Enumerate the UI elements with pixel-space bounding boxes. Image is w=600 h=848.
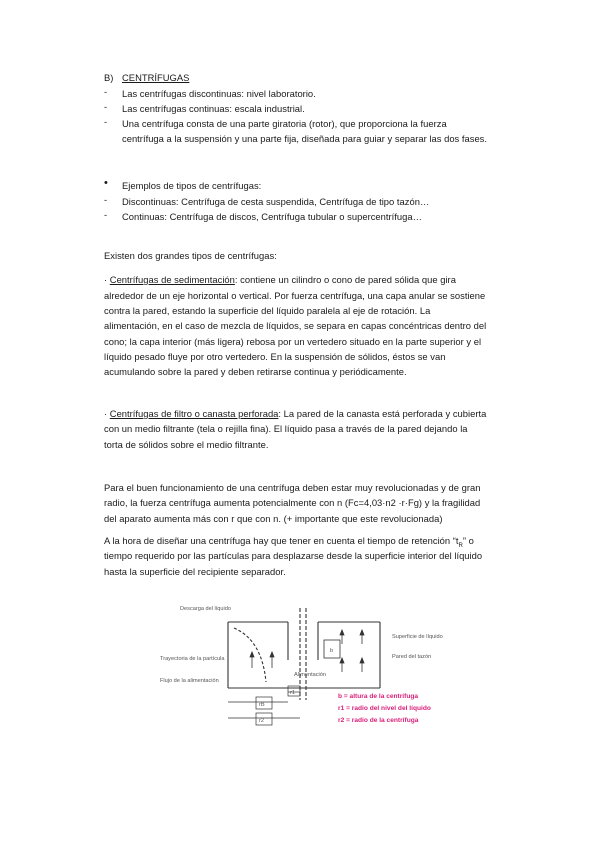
flow-arrow-head (340, 658, 344, 663)
sedimentation-line: alimentación, en el caso de mezcla de líquidos, se separa en capas concéntricas dentro del (104, 320, 487, 331)
retention-line: tiempo requerido por las partículas para desplazarse desde la superficie interior del líquido (104, 550, 483, 561)
filter-line: con un medio filtrante (tela o rejilla fina). El líquido pasa a través de la pared dejando la (104, 423, 468, 434)
flow-arrow-head (270, 652, 274, 657)
example-continuous: Continuas: Centrífuga de discos, Centrífuga tubular o supercentrífuga… (122, 211, 423, 222)
particle-trajectory (234, 628, 266, 682)
dash-marker: - (104, 194, 108, 205)
performance-line: radio, la fuerza centrífuga aumenta potencialmente con n (Fc=4,03·n2 ·r·Fg) y la fragilidad (104, 497, 481, 508)
flow-arrow-head (360, 630, 364, 635)
intro-text: Existen dos grandes tipos de centrífugas: (104, 250, 277, 261)
filter-line-1 (104, 406, 486, 422)
flow-arrow-head (360, 658, 364, 663)
filter-heading: Centrífugas de filtro o canasta perforada (109, 408, 279, 419)
retention-text-b: ” o (462, 535, 474, 546)
bullet-discontinuous: Las centrífugas discontinuas: nivel laboratorio. (122, 88, 316, 99)
label-feed-flow: Flujo de la alimentación (160, 678, 219, 684)
legend-r2: r2 = radio de la centrífuga (338, 717, 419, 724)
flow-arrow-head (250, 652, 254, 657)
label-r2: r2 (259, 718, 264, 724)
retention-text-a: A la hora de diseñar una centrífuga hay que tener en cuenta el tiempo de retención “t (104, 535, 459, 546)
sedimentation-heading: Centrífugas de sedimentación (109, 274, 235, 285)
label-b: b (330, 648, 334, 654)
sedimentation-line: alrededor de un eje horizontal o vertical. Por fuerza centrífuga, una capa anular se sostiene (104, 290, 486, 301)
dash-marker: - (104, 209, 108, 220)
label-discharge: Descarga del líquido (180, 606, 231, 612)
retention-line: hasta la superficie del recipiente separador. (104, 566, 286, 577)
dash-marker: - (104, 86, 108, 97)
sedimentation-line: cono; la capa interior (más ligera) rebosa por un vertedero situado en la parte superior y el (104, 336, 482, 347)
flow-arrow-head (340, 630, 344, 635)
retention-subscript: R (458, 542, 463, 549)
performance-line: Para el buen funcionamiento de una centrífuga deben estar muy revolucionadas y de gran (104, 482, 481, 493)
examples-title: Ejemplos de tipos de centrífugas: (122, 180, 262, 191)
legend-b: b = altura de la centrífuga (338, 693, 419, 700)
example-discontinuous: Discontinuas: Centrífuga de cesta suspendida, Centrífuga de tipo tazón… (122, 196, 430, 207)
sedimentation-line: líquido pesado fluye por otro vertedero. En la suspensión de sólidos, éstos se van (104, 351, 446, 362)
label-r1: r1 (290, 690, 295, 696)
label-rb: rB (259, 702, 265, 708)
sedimentation-prefix: · (104, 274, 110, 285)
round-bullet: • (104, 177, 108, 189)
dash-marker: - (104, 101, 108, 112)
label-trajectory: Trayectoria de la partícula (160, 656, 225, 662)
label-wall: Pared del tazón (392, 654, 432, 660)
section-title: CENTRÍFUGAS (122, 72, 190, 83)
sedimentation-line-1 (104, 272, 456, 288)
filter-prefix: · (104, 408, 110, 419)
bullet-continuous: Las centrífugas continuas: escala industrial. (122, 103, 305, 114)
label-surface: Superficie de líquido (392, 634, 443, 640)
filter-line: torta de sólidos sobre el medio filtrante. (104, 439, 269, 450)
bullet-rotor-2: centrífuga a la suspensión y una parte fija, diseñada para guiar y separar las dos fases. (122, 133, 488, 144)
sedimentation-line: contra la pared, estando la superficie del líquido paralela al eje de rotación. La (104, 305, 431, 316)
sedimentation-text: : contiene un cilindro o cono de pared sólida que gira (234, 274, 456, 285)
filter-text: : La pared de la canasta está perforada y cubierta (278, 408, 487, 419)
dash-marker: - (104, 116, 108, 127)
legend-r1: r1 = radio del nivel del líquido (338, 705, 431, 712)
label-feed: Alimentación (294, 672, 327, 678)
bullet-rotor-1: Una centrífuga consta de una parte giratoria (rotor), que proporciona la fuerza (122, 118, 447, 129)
centrifuge-diagram (160, 600, 450, 750)
section-marker: B) (104, 72, 114, 83)
sedimentation-line: acumulando sobre la pared y deben retirarse continua y periódicamente. (104, 366, 407, 377)
performance-line: del aparato aumenta más con r que con n. (+ importante que este revolucionada) (104, 513, 443, 524)
